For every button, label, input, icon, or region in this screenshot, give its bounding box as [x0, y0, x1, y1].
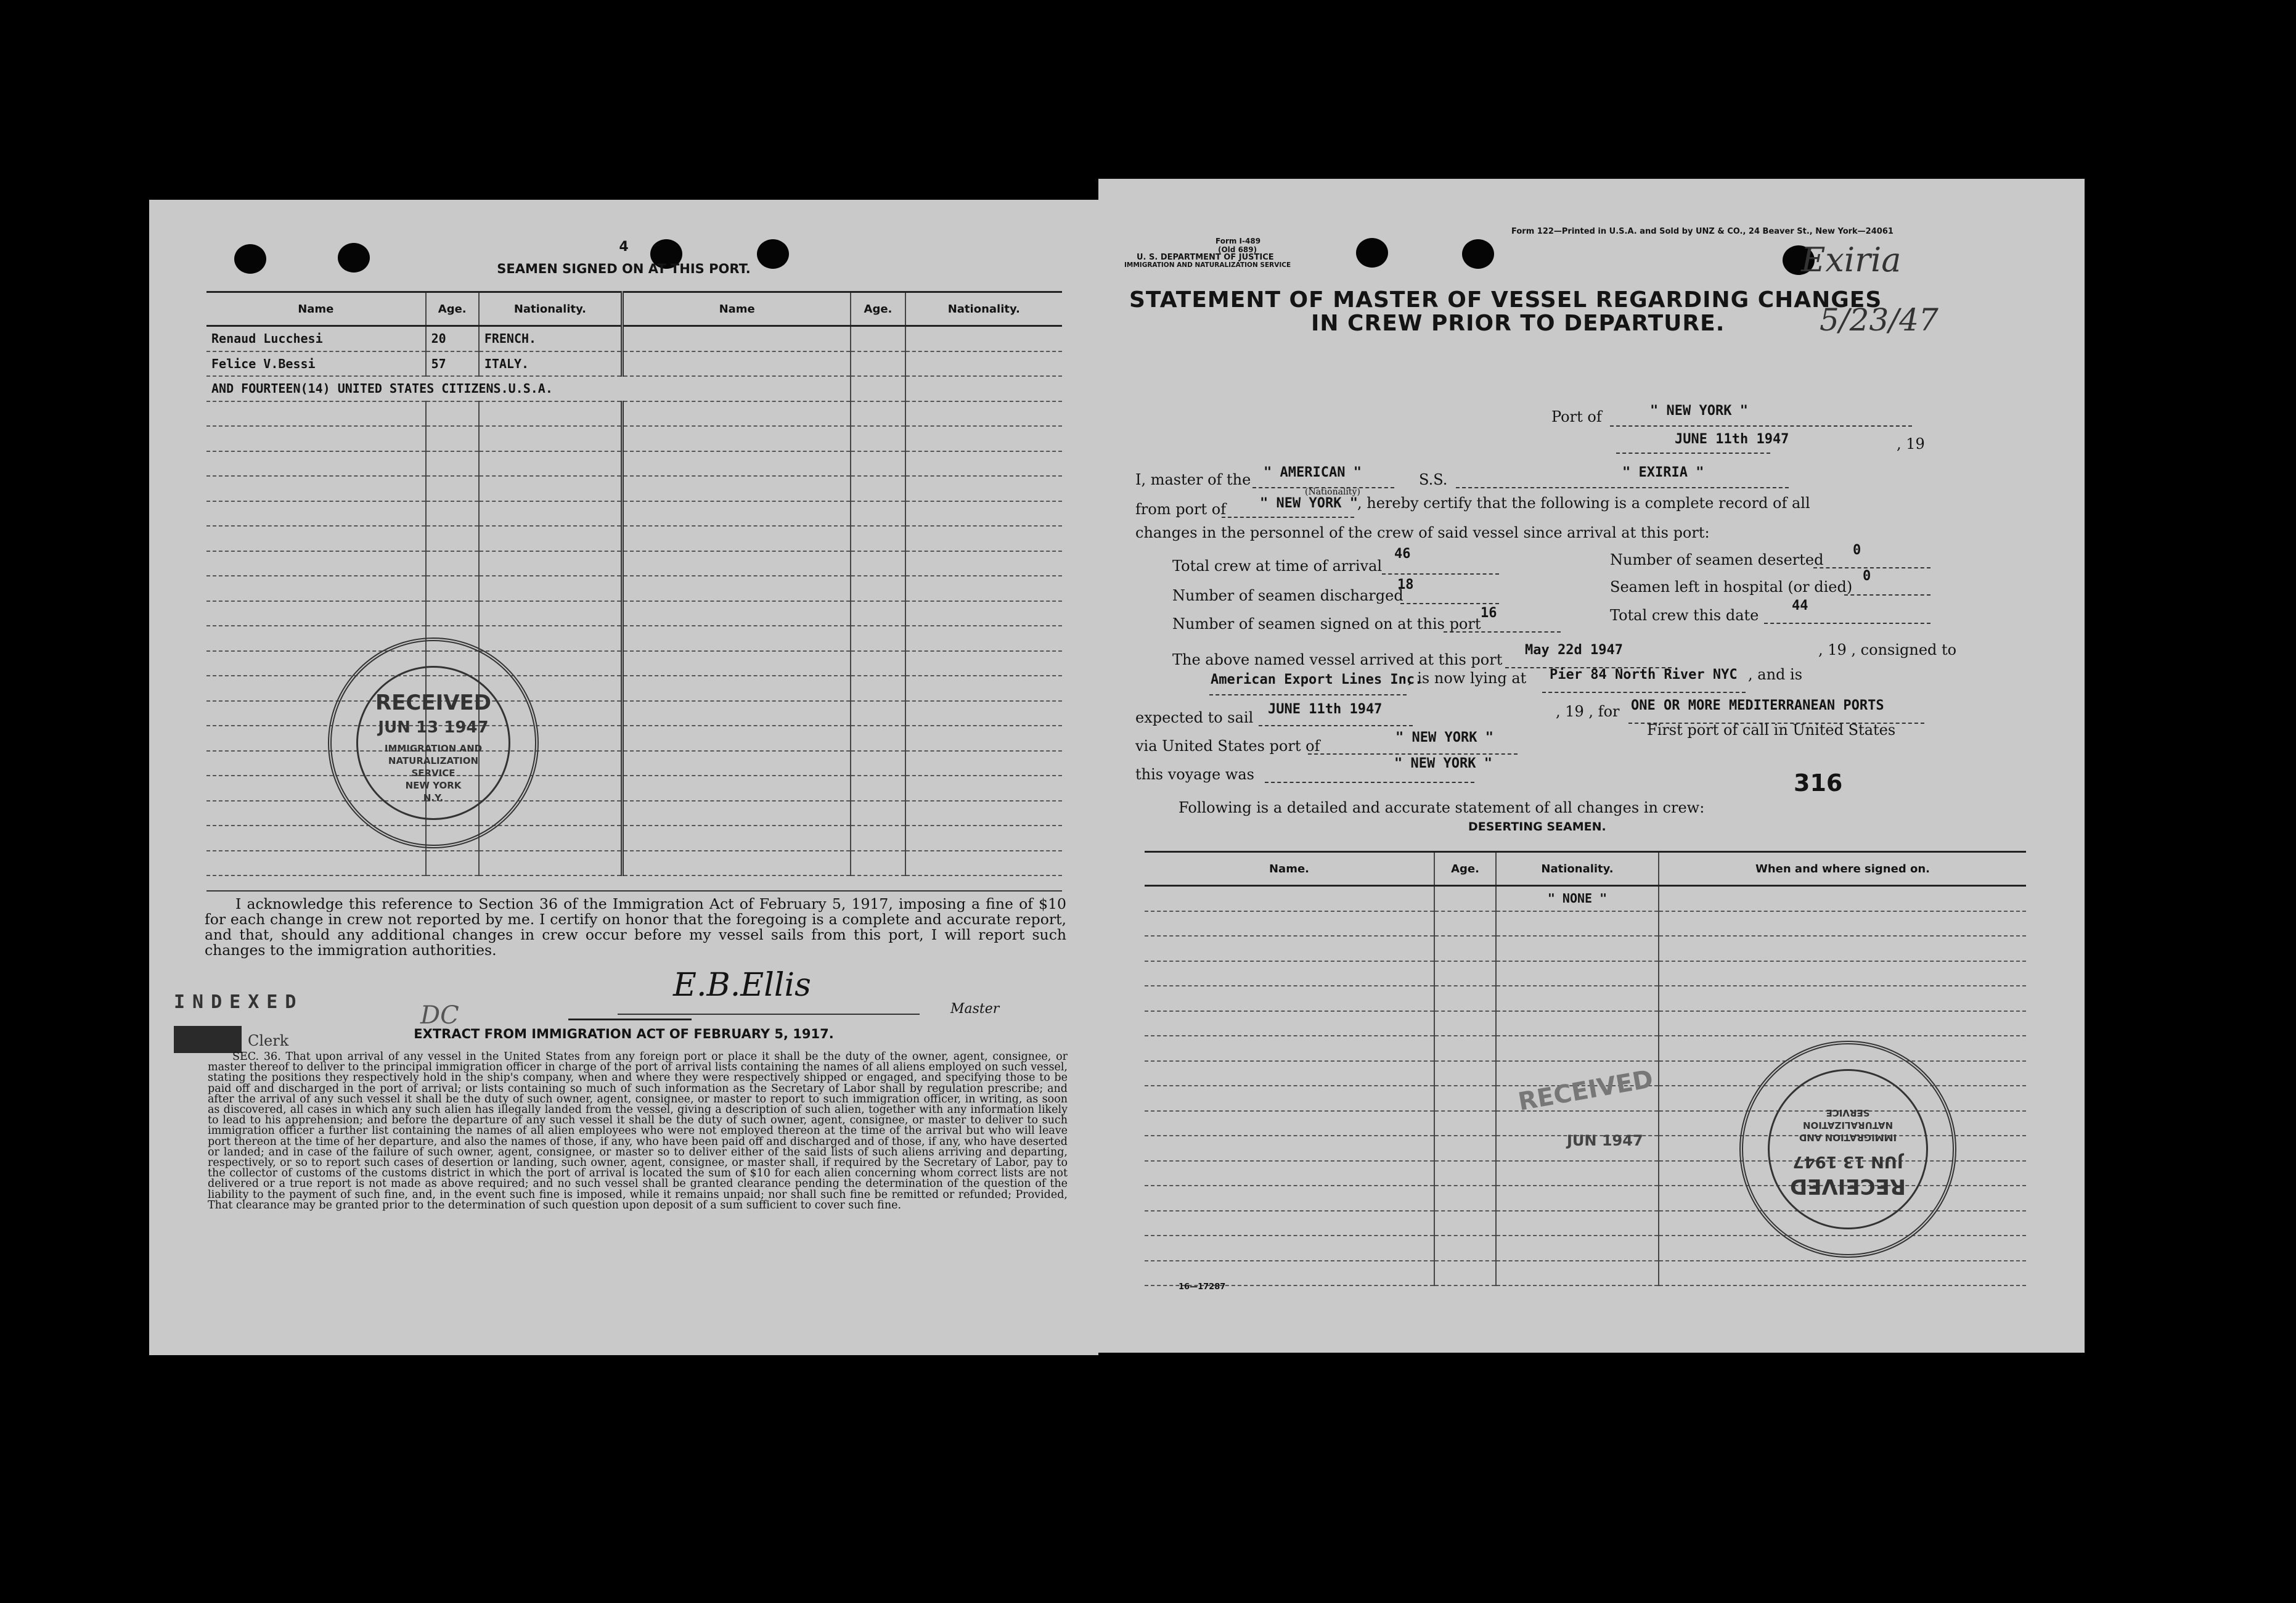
clerk-initials: DC — [420, 1001, 459, 1030]
form-old-number: (Old 689) — [1218, 245, 1257, 254]
deserted-count: 0 — [1853, 543, 1861, 558]
hospital-label: Seamen left in hospital (or died) — [1610, 578, 1853, 596]
expected-label: expected to sail — [1135, 709, 1254, 726]
serial-number: 316 — [1794, 769, 1843, 797]
faint-received-stamp: RECEIVED — [1516, 1065, 1656, 1117]
col-name-2: Name — [623, 292, 851, 326]
crew-name: AND FOURTEEN(14) UNITED STATES CITIZENS.U.S.A. — [206, 376, 623, 401]
via-label: via United States port of — [1135, 737, 1320, 755]
arrived-label: The above named vessel arrived at this port — [1172, 651, 1503, 668]
indexed-stamp: INDEXED — [174, 991, 304, 1013]
crew-nationality: FRENCH. — [479, 326, 623, 351]
discharged-count: 18 — [1397, 577, 1414, 592]
crew-name: Felice V.Bessi — [206, 351, 426, 377]
received-stamp: RECEIVED JUN 13 1947 IMMIGRATION AND NATURALIZATION SERVICE NEW YORK N.Y. — [328, 638, 539, 848]
received-stamp: RECEIVED JUN 13 1947 IMMIGRATION AND NATURALIZATION SERVICE — [1739, 1041, 1956, 1258]
handwritten-date: 5/23/47 — [1820, 302, 1939, 338]
destination: ONE OR MORE MEDITERRANEAN PORTS — [1631, 698, 1884, 713]
none-entry: " NONE " — [1496, 886, 1659, 911]
certify-text: , hereby certify that the following is a complete record of all — [1357, 494, 1810, 512]
date-suffix: , 19 — [1897, 435, 1925, 453]
following-text: Following is a detailed and accurate statement of all changes in crew: — [1179, 799, 1705, 816]
table-row — [1145, 886, 2026, 911]
col-signed-on: When and where signed on. — [1659, 852, 2026, 886]
printer-note: Form 122—Printed in U.S.A. and Sold by UNZ & CO., 24 Beaver St., New York—24061 — [1511, 227, 1894, 236]
page-number: 4 — [619, 239, 629, 255]
total-crew-arrival-label: Total crew at time of arrival — [1172, 557, 1383, 575]
form-footer: 16—17287 — [1179, 1282, 1226, 1292]
department: U. S. DEPARTMENT OF JUSTICE — [1137, 253, 1274, 262]
page-title: SEAMEN SIGNED ON AT THIS PORT. — [497, 261, 751, 276]
table-row — [206, 326, 1062, 351]
crew-age: 57 — [426, 351, 479, 377]
punch-hole — [1356, 238, 1388, 268]
port-of-label: Port of — [1551, 408, 1602, 425]
date-value: JUNE 11th 1947 — [1675, 432, 1789, 447]
col-nationality: Nationality. — [479, 292, 623, 326]
total-crew-arrival: 46 — [1394, 546, 1411, 562]
from-port-label: from port of — [1135, 501, 1227, 518]
hospital-count: 0 — [1863, 568, 1871, 584]
handwritten-ship-name: Exiria — [1801, 240, 1902, 279]
table-header — [1145, 852, 2026, 886]
master-of-label: I, master of the — [1135, 471, 1251, 488]
table-header — [206, 292, 1062, 326]
signed-on-count: 16 — [1481, 605, 1497, 621]
left-page — [149, 200, 1098, 1355]
nationality-value: " AMERICAN " — [1264, 465, 1362, 480]
first-port-label: First port of call in United States — [1647, 721, 1896, 739]
crew-nationality: ITALY. — [479, 351, 623, 377]
faint-stamp-date: JUN 1947 — [1567, 1132, 1643, 1149]
master-signature: E.B.Ellis — [673, 967, 811, 1004]
service: IMMIGRATION AND NATURALIZATION SERVICE — [1124, 261, 1291, 269]
col-name: Name. — [1145, 852, 1434, 886]
nationality-caption: (Nationality) — [1305, 487, 1360, 497]
col-name: Name — [206, 292, 426, 326]
voyage-label: this voyage was — [1135, 766, 1254, 783]
from-port-value: " NEW YORK " — [1260, 496, 1358, 511]
arrived-date: May 22d 1947 — [1525, 642, 1623, 658]
total-crew-date: 44 — [1792, 598, 1808, 613]
total-crew-date-label: Total crew this date — [1610, 607, 1759, 624]
form-number: Form I-489 — [1215, 237, 1261, 245]
punch-hole — [1462, 239, 1494, 269]
deserted-label: Number of seamen deserted — [1610, 551, 1824, 568]
consigned-label: , 19 , consigned to — [1818, 641, 1957, 658]
port-of-value: " NEW YORK " — [1650, 403, 1748, 419]
lying-label: , is now lying at — [1408, 670, 1527, 687]
discharged-label: Number of seamen discharged — [1172, 587, 1403, 604]
extract-title: EXTRACT FROM IMMIGRATION ACT OF FEBRUARY 5, 1917. — [414, 1027, 834, 1041]
voyage-port: " NEW YORK " — [1394, 756, 1492, 771]
master-label: Master — [950, 1001, 1000, 1017]
for-label: , 19 , for — [1556, 703, 1620, 720]
crew-name: Renaud Lucchesi — [206, 326, 426, 351]
section-36-text: SEC. 36. That upon arrival of any vessel in the United States from any foreign port or place it shall be the duty of the owner, agent, consignee, or master thereof to deliver to the principal immigration officer in charge of the port of arrival lists containing the names of all aliens employed on such vessel, stating the positions they respectively hold in the ship's company, when and where they were respectively shipped or engaged, and specifying those to be paid off and discharged in the port of arrival; or lists containing so much of such information as the Secretary of Labor shall by regulation prescribe; and after the arrival of any such vessel it shall be the duty of such owner, agent, consignee, or master to report to such immigration officer, in writing, as soon as discovered, all cases in which any such alien has illegally landed from the vessel, giving a description of such alien, together with any information likely to lead to his apprehension; and before the departure of any such vessel it shall be the duty of such owner, agent, consignee, or master to deliver to such immigration officer a further list containing the names of all alien employees who were not employed thereon at the time of the arrival but who will leave port thereon at the time of her departure, and also the names of those, if any, who have been paid off and discharged and of those, if any, who have deserted or landed; and in case of the failure of such owner, agent, consignee, or master so to deliver either of the said lists of such aliens arriving and departing, respectively, or so to report such cases of desertion or landing, such owner, agent, consignee, or master shall, if required by the Secretary of Labor, pay to the collector of customs of the customs district in which the port of arrival is located the sum of $10 for each alien concerning whom correct lists are not delivered or a true report is not made as above required; and no such vessel shall be granted clearance pending the determination of the question of the liability to the payment of such fine, and, in the event such fine is imposed, while it remains unpaid; nor shall such fine be remitted or refunded; Provided, That clearance may be granted prior to the determination of such question upon deposit of a sum sufficient to cover such fine. — [208, 1051, 1068, 1211]
col-nationality: Nationality. — [1496, 852, 1659, 886]
deserting-title: DESERTING SEAMEN. — [1468, 820, 1606, 834]
col-age: Age. — [1434, 852, 1496, 886]
col-age-2: Age. — [851, 292, 905, 326]
and-is-label: , and is — [1748, 666, 1803, 683]
crew-age: 20 — [426, 326, 479, 351]
col-nationality-2: Nationality. — [905, 292, 1062, 326]
table-row — [206, 351, 1062, 377]
statement-title-line1: STATEMENT OF MASTER OF VESSEL REGARDING CHANGES — [1129, 287, 1882, 313]
signed-on-label: Number of seamen signed on at this port — [1172, 615, 1481, 633]
ss-label: S.S. — [1419, 471, 1448, 488]
acknowledgment-text: I acknowledge this reference to Section 36 of the Immigration Act of February 5, 1917, imposing a fine of $10 for each change in crew not reported by me. I certify on honor that the foregoing is a complete and accurate report, and that, should any additional changes in crew occur before my vessel sails from this port, I will report such changes to the immigration authorities. — [205, 895, 1066, 959]
expected-date: JUNE 11th 1947 — [1268, 702, 1383, 717]
changes-text: changes in the personnel of the crew of said vessel since arrival at this port: — [1135, 524, 1710, 541]
pier-location: Pier 84 North River NYC — [1550, 667, 1738, 683]
right-page — [1098, 179, 2085, 1353]
clerk-label: Clerk — [248, 1032, 289, 1049]
col-age: Age. — [426, 292, 479, 326]
table-row — [206, 376, 1062, 401]
statement-title-line2: IN CREW PRIOR TO DEPARTURE. — [1311, 311, 1725, 336]
ship-name-value: " EXIRIA " — [1622, 465, 1704, 480]
via-port: " NEW YORK " — [1395, 730, 1493, 745]
consignee: American Export Lines Inc. — [1211, 672, 1423, 687]
